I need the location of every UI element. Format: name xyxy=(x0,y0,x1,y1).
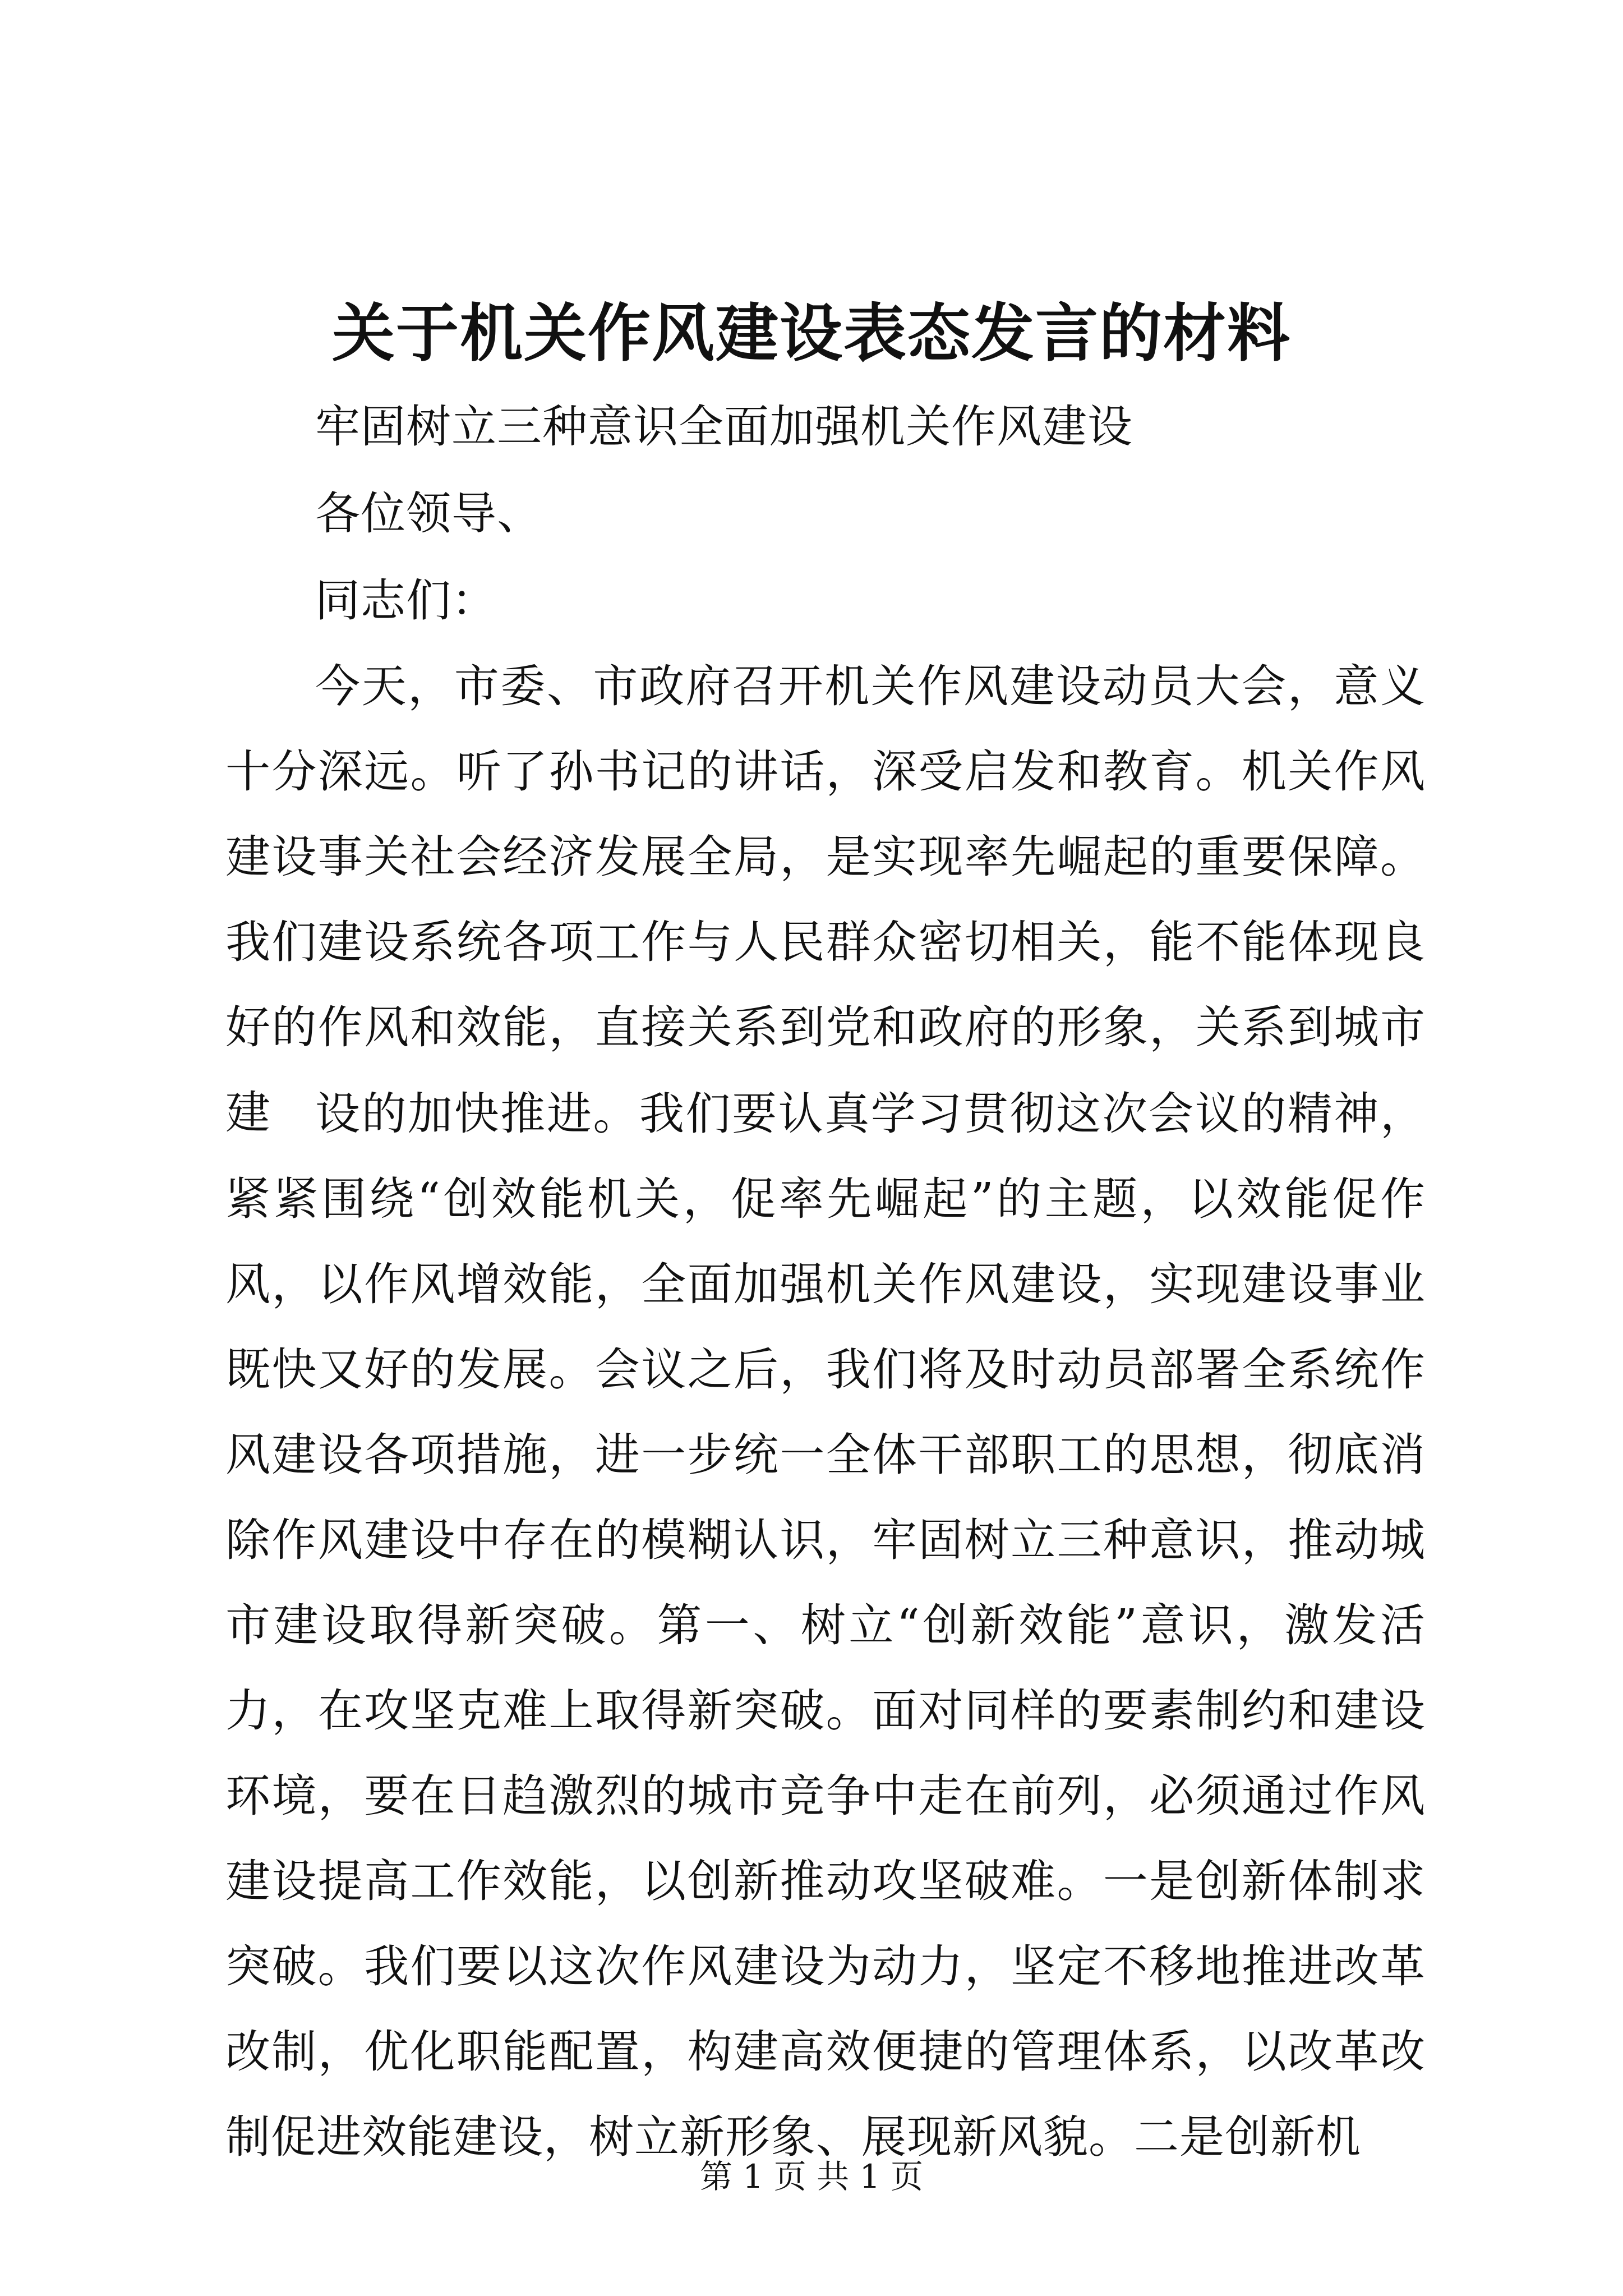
body-paragraph-2: 设的加快推进。我们要认真学习贯彻这次会议的精神，紧紧围绕“创效能机关，促率先崛起”的主题，以效能促作风，以作风增效能，全面加强机关作风建设，实现建设事业既快又好的发展。会议之后，我们将及时动员部署全系统作风建设各项措施，进一步统一全体干部职工的思想，彻底消除作风建设中存在的模糊认识，牢固树立三种意识，推动城市建设取得新突破。第一、树立“创新效能”意识，激发活力，在攻坚克难上取得新突破。面对同样的要素制约和建设环境，要在日趋激烈的城市竞争中走在前列，必须通过作风建设提高工作效能，以创新推动攻坚破难。一是创新体制求突破。我们要以这次作风建设为动力，坚定不移地推进改革改制，优化职能配置，构建高效便捷的管理体系，以改革改制促进效能建设，树立新形象、展现新风貌。二是创新机 xyxy=(225,1088,1426,2163)
salutation-line-2: 同志们： xyxy=(315,574,497,627)
body-paragraph-1: 今天，市委、市政府召开机关作风建设动员大会，意义十分深远。听了孙书记的讲话，深受启发和教育。机关作风建设事关社会经济发展全局，是实现率先崛起的重要保障。我们建设系统各项工作与人民群众密切相关，能不能体现良好的作风和效能，直接关系到党和政府的形象，关系到城市建 xyxy=(225,660,1426,1139)
page-footer: 第 1 页 共 1 页 xyxy=(700,2157,923,2196)
salutation-line-1: 各位领导、 xyxy=(315,487,542,540)
document-subtitle: 牢固树立三种意识全面加强机关作风建设 xyxy=(315,401,1133,453)
document-title: 关于机关作风建设表态发言的材料 xyxy=(332,297,1291,370)
